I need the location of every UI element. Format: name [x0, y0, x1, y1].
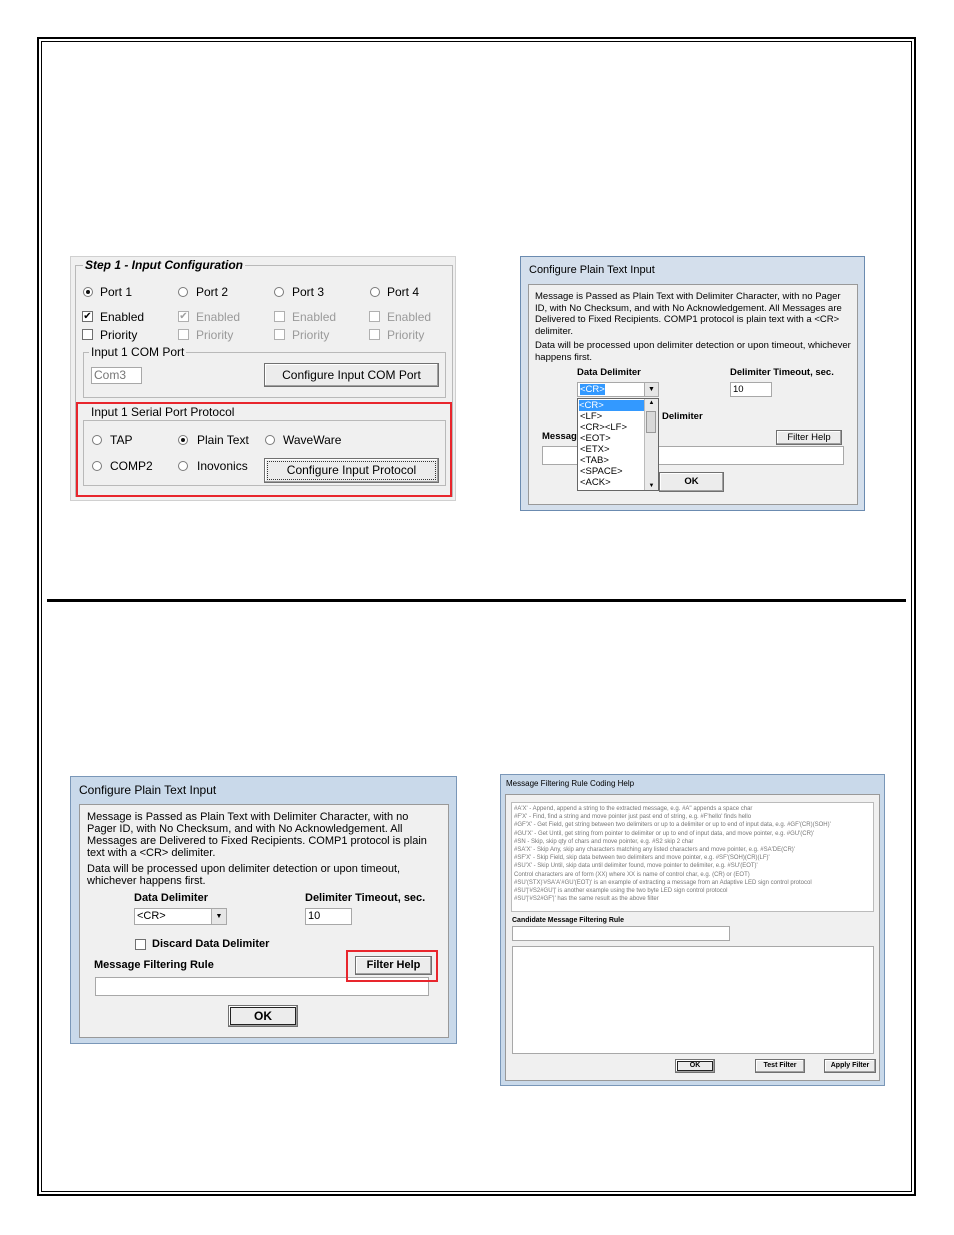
dialog-client-area	[79, 804, 449, 1038]
dialog-titlebar	[501, 775, 884, 793]
delimiter-timeout-field[interactable]: 10	[305, 908, 352, 925]
port-3-label[interactable]: Port 3	[292, 285, 325, 299]
port-2-priority-label: Priority	[196, 328, 234, 342]
scroll-up-icon[interactable]: ▲	[648, 400, 655, 406]
help-line: #SU'(STX)'#SA'A'#GU'(EOT)' is an example of extracting a message from an Adaptive LED sign control protocol	[514, 879, 812, 886]
help-line: #SU'|'#S2#GF'|' has the same result as the above filter	[514, 896, 659, 903]
candidate-rule-field[interactable]	[512, 926, 730, 941]
delimiter-option[interactable]: <CR>	[579, 400, 645, 411]
processing-note: Data will be processed upon delimiter detection or upon timeout, whichever happens first.	[87, 863, 401, 887]
port-2-label[interactable]: Port 2	[196, 285, 229, 299]
port-1-radio[interactable]	[83, 287, 93, 297]
protocol-highlight-box	[76, 402, 452, 497]
port-3-radio[interactable]	[274, 287, 284, 297]
port-1-enabled-label: Enabled	[100, 310, 145, 324]
port-4-priority-label: Priority	[387, 328, 425, 342]
delimiter-timeout-label: Delimiter Timeout, sec.	[730, 367, 834, 378]
com-port-group-title: Input 1 COM Port	[91, 345, 185, 359]
port-1-label[interactable]: Port 1	[100, 285, 133, 299]
step1-title: Step 1 - Input Configuration	[85, 258, 243, 272]
list-scrollbar[interactable]	[644, 399, 658, 490]
port-4-enabled-label: Enabled	[387, 310, 432, 324]
port-3-enabled-label: Enabled	[292, 310, 337, 324]
data-delimiter-select[interactable]	[577, 382, 659, 397]
delimiter-selected-value: <CR>	[580, 384, 605, 395]
apply-filter-button[interactable]: Apply Filter	[824, 1059, 876, 1073]
port-3-priority-checkbox[interactable]	[274, 329, 285, 340]
help-line: #SN - Skip, skip qty of chars and move pointer, e.g. #S2 skip 2 char	[514, 838, 694, 845]
filter-help-button[interactable]: Filter Help	[776, 430, 842, 445]
help-line: Control characters are of form (XX) where XX is name of control char, e.g. (CR) or (EOT)	[514, 871, 750, 878]
port-3-priority-label: Priority	[292, 328, 330, 342]
port-4-priority-checkbox[interactable]	[369, 329, 380, 340]
port-1-priority-checkbox[interactable]	[82, 329, 93, 340]
delimiter-options-list[interactable]	[577, 398, 659, 491]
help-line: #F'X' - Find, find a string and move pointer just past end of string, e.g. #F'hello' finds hello	[514, 814, 752, 821]
help-line: #SU'X' - Skip Until, skip data until delimiter found, move pointer to delimiter, e.g. #SU'(EOT)'	[514, 863, 758, 870]
delimiter-timeout-label: Delimiter Timeout, sec.	[305, 892, 426, 904]
dialog-title: Configure Plain Text Input	[529, 264, 655, 276]
processing-note: Data will be processed upon delimiter detection or upon timeout, whichever happens first.	[535, 340, 851, 363]
dialog-titlebar	[521, 257, 864, 283]
port-4-radio[interactable]	[370, 287, 380, 297]
port-2-priority-checkbox[interactable]	[178, 329, 189, 340]
description-text: Message is Passed as Plain Text with Delimiter Character, with no Pager ID, with No Checksum, and with No Acknowledgement. All Messages are Delivered to Fixed Recipients. COMP1 protocol is plain text with a <CR> delimiter.	[535, 291, 842, 337]
protocol-inovonics-label[interactable]: Inovonics	[197, 459, 248, 473]
dialog-title: Message Filtering Rule Coding Help	[506, 779, 635, 788]
dialog-titlebar	[71, 777, 456, 803]
description-text: Message is Passed as Plain Text with Delimiter Character, with no Pager ID, with No Checksum, and with No Acknowledgement. All Messages are Delivered to Fixed Recipients. COMP1 protocol is plain text with a <CR> delimiter.	[87, 811, 427, 859]
scroll-thumb[interactable]	[646, 411, 656, 433]
dialog-client-area	[505, 794, 880, 1081]
delimiter-option[interactable]: <ETX>	[580, 444, 610, 455]
port-4-enabled-checkbox[interactable]	[369, 311, 380, 322]
port-3-enabled-checkbox[interactable]	[274, 311, 285, 322]
filter-help-dialog	[500, 774, 885, 1086]
filter-help-button[interactable]: Filter Help	[355, 956, 432, 975]
chevron-down-icon[interactable]: ▼	[211, 909, 226, 924]
protocol-waveware-label[interactable]: WaveWare	[283, 433, 342, 447]
plain-text-dialog	[70, 776, 457, 1044]
delimiter-option[interactable]: <ACK>	[580, 477, 611, 488]
delimiter-option[interactable]: <TAB>	[580, 455, 609, 466]
com-port-field[interactable]: Com3	[91, 367, 142, 384]
test-filter-button[interactable]: Test Filter	[755, 1059, 805, 1073]
scroll-down-icon[interactable]: ▼	[648, 483, 655, 489]
delimiter-option[interactable]: <CR><LF>	[580, 422, 627, 433]
port-2-radio[interactable]	[178, 287, 188, 297]
ok-button[interactable]: OK	[675, 1059, 715, 1073]
chevron-down-icon[interactable]: ▼	[644, 383, 658, 396]
help-text-box	[511, 802, 874, 912]
plain-text-dialog-dropdown	[520, 256, 865, 511]
section-divider	[47, 599, 906, 602]
step1-input-configuration-panel	[70, 256, 456, 501]
configure-input-protocol-button[interactable]: Configure Input Protocol	[264, 458, 439, 483]
filter-help-highlight-box	[346, 950, 438, 982]
protocol-tap-label[interactable]: TAP	[110, 433, 133, 447]
serial-port-protocol-title: Input 1 Serial Port Protocol	[91, 405, 235, 419]
help-line: #SF'X' - Skip Field, skip data between two delimiters and move pointer, e.g. #SF'(SOH)(CR)(LF)'	[514, 855, 770, 862]
candidate-rule-label: Candidate Message Filtering Rule	[512, 917, 625, 924]
message-filtering-rule-label: Message Filtering Rule	[94, 959, 214, 971]
help-line: #GU'X' - Get Until, get string from pointer to delimiter or up to end of input data, and move pointer, e.g. #GU'(CR)'	[514, 830, 815, 837]
ok-button[interactable]: OK	[228, 1005, 298, 1027]
port-4-label[interactable]: Port 4	[387, 285, 420, 299]
message-filtering-partial-label: Messag	[542, 431, 577, 442]
discard-delimiter-partial-label: Delimiter	[662, 411, 703, 422]
help-line: #A'X' - Append, append a string to the extracted message, e.g. #A'' appends a space char	[514, 806, 753, 812]
protocol-plain-text-label[interactable]: Plain Text	[197, 433, 249, 447]
discard-delimiter-label: Discard Data Delimiter	[152, 938, 270, 950]
data-delimiter-label: Data Delimiter	[134, 892, 208, 904]
data-delimiter-label: Data Delimiter	[577, 367, 641, 378]
data-delimiter-select[interactable]	[134, 908, 227, 925]
port-2-enabled-checkbox[interactable]: ✔	[179, 311, 188, 322]
configure-input-com-port-button[interactable]: Configure Input COM Port	[264, 363, 439, 387]
port-2-enabled-label: Enabled	[196, 310, 241, 324]
ok-button[interactable]: OK	[659, 472, 724, 492]
discard-delimiter-checkbox[interactable]	[135, 939, 146, 950]
protocol-comp2-label[interactable]: COMP2	[110, 459, 153, 473]
delimiter-timeout-field[interactable]: 10	[730, 382, 772, 397]
help-line: #GF'X' - Get Field, get string between two delimiters or up to a delimiter or up to end of input data, e.g. #GF'(CR)(SOH)'	[514, 822, 831, 829]
dialog-title: Configure Plain Text Input	[79, 783, 217, 797]
delimiter-option[interactable]: <LF>	[580, 411, 603, 422]
port-1-enabled-checkbox[interactable]: ✔	[83, 311, 92, 322]
dialog-client-area	[528, 284, 858, 505]
delimiter-option[interactable]: <EOT>	[580, 433, 611, 444]
port-1-priority-label: Priority	[100, 328, 138, 342]
delimiter-option[interactable]: <SPACE>	[580, 466, 623, 477]
filter-output-box[interactable]	[512, 946, 874, 1054]
help-line: #SA'X' - Skip Any, skip any characters matching any listed characters and move pointer, e.g. #SA'DE(CR)'	[514, 847, 795, 854]
delimiter-selected-value: <CR>	[137, 910, 166, 922]
help-line: #SU'|'#S2#GU'|' is another example using the two byte LED sign control protocol	[514, 888, 728, 895]
